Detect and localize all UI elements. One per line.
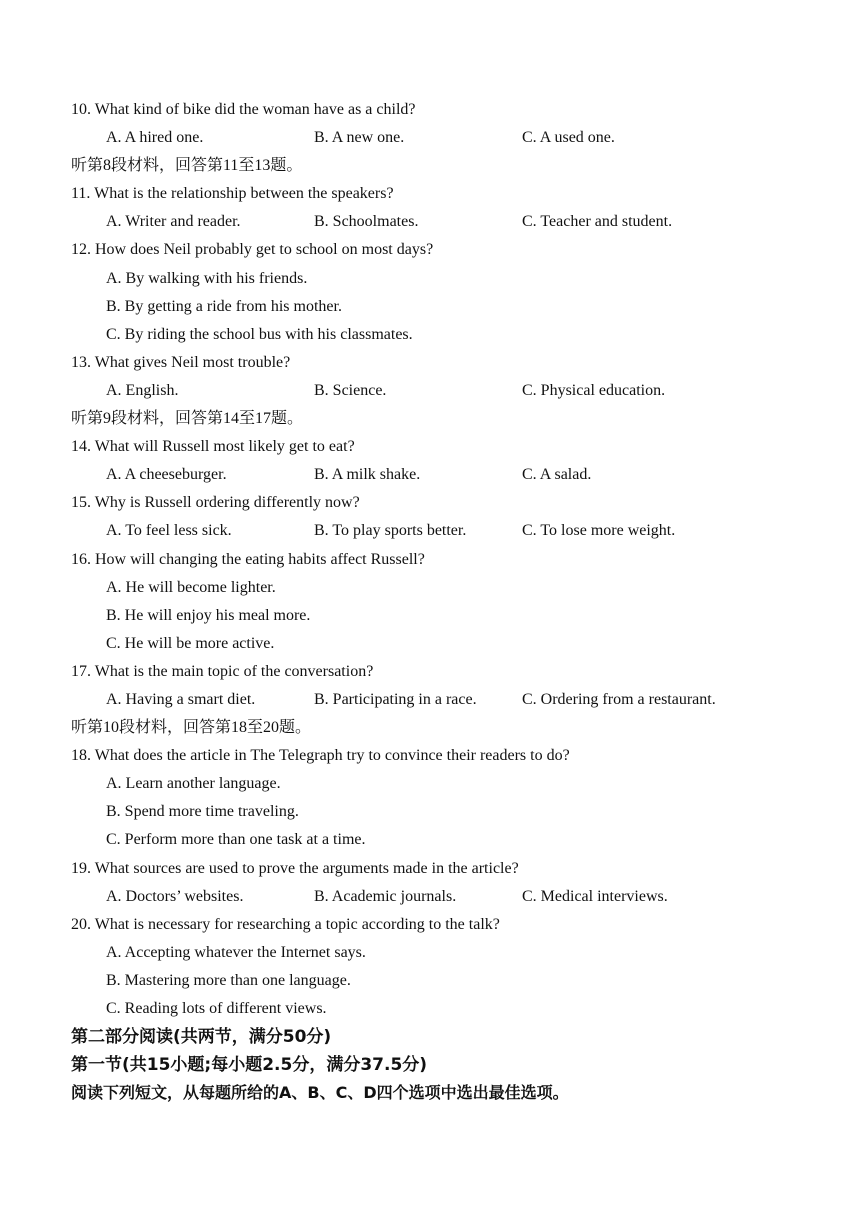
question-10: 10. What kind of bike did the woman have as a child? xyxy=(71,101,416,118)
section-instruction-9: 听第9段材料，回答第14至17题。 xyxy=(71,410,304,428)
question-11-options xyxy=(0,208,860,236)
question-17-options xyxy=(0,686,860,714)
option-c: C. A used one. xyxy=(522,129,615,147)
option-b: B. Science. xyxy=(314,381,387,399)
option-c: C. Teacher and student. xyxy=(522,213,673,231)
option-b: B. Mastering more than one language. xyxy=(106,971,351,989)
option-a: A. Having a smart diet. xyxy=(106,690,256,708)
option-a: A. English. xyxy=(106,381,179,399)
option-c: C. He will be more active. xyxy=(106,634,275,652)
question-13: 13. What gives Neil most trouble? xyxy=(71,353,291,371)
question-15: 15. Why is Russell ordering differently now? xyxy=(71,494,360,512)
question-11: 11. What is the relationship between the speakers? xyxy=(71,185,394,203)
question-19-options xyxy=(0,883,860,911)
option-a: A. By walking with his friends. xyxy=(106,269,308,287)
option-b: B. He will enjoy his meal more. xyxy=(106,606,311,624)
question-19: 19. What sources are used to prove the arguments made in the article? xyxy=(71,859,519,877)
option-a: A. A cheeseburger. xyxy=(106,466,227,484)
option-b: B. Academic journals. xyxy=(314,887,457,905)
option-a: A. Writer and reader. xyxy=(106,213,241,231)
section-instruction-10: 听第10段材料，回答第18至20题。 xyxy=(71,719,312,737)
option-c: C. Medical interviews. xyxy=(522,887,668,905)
option-a: A. Accepting whatever the Internet says. xyxy=(106,943,366,961)
option-c: C. Physical education. xyxy=(522,381,666,399)
option-b: B. A milk shake. xyxy=(314,466,421,484)
section-instruction-8: 听第8段材料，回答第11至13题。 xyxy=(71,157,303,175)
part-2-heading: 第二部分阅读(共两节，满分50分) xyxy=(71,1027,332,1048)
option-b: B. Participating in a race. xyxy=(314,690,477,708)
option-b: B. A new one. xyxy=(314,129,405,147)
option-b: B. Spend more time traveling. xyxy=(106,803,299,821)
question-12: 12. How does Neil probably get to school on most days? xyxy=(71,241,434,259)
option-a: A. Learn another language. xyxy=(106,775,281,793)
option-b: B. By getting a ride from his mother. xyxy=(106,297,342,315)
option-a: A. A hired one. xyxy=(106,129,204,147)
option-a: A. Doctors’ websites. xyxy=(106,887,244,905)
question-13-options xyxy=(0,377,860,405)
option-c: C. A salad. xyxy=(522,466,592,484)
question-18: 18. What does the article in The Telegraph try to convince their readers to do? xyxy=(71,747,570,765)
option-b: B. Schoolmates. xyxy=(314,213,419,231)
option-a: A. To feel less sick. xyxy=(106,522,232,540)
question-17: 17. What is the main topic of the conversation? xyxy=(71,662,374,680)
question-14-options xyxy=(0,461,860,489)
option-c: C. Perform more than one task at a time. xyxy=(106,831,366,849)
exam-page xyxy=(0,96,860,1107)
question-10-options xyxy=(0,124,860,152)
reading-instructions: 阅读下列短文，从每题所给的A、B、C、D四个选项中选出最佳选项。 xyxy=(71,1083,569,1103)
option-a: A. He will become lighter. xyxy=(106,578,276,596)
part-2-section-1-heading: 第一节(共15小题;每小题2.5分，满分37.5分) xyxy=(71,1055,428,1076)
question-20: 20. What is necessary for researching a topic according to the talk? xyxy=(71,915,500,933)
question-14: 14. What will Russell most likely get to eat? xyxy=(71,438,355,456)
option-b: B. To play sports better. xyxy=(314,522,467,540)
option-c: C. Ordering from a restaurant. xyxy=(522,690,716,708)
option-c: C. Reading lots of different views. xyxy=(106,1000,327,1017)
option-c: C. To lose more weight. xyxy=(522,522,676,540)
question-15-options xyxy=(0,517,860,545)
option-c: C. By riding the school bus with his classmates. xyxy=(106,325,413,343)
question-16: 16. How will changing the eating habits affect Russell? xyxy=(71,550,425,568)
